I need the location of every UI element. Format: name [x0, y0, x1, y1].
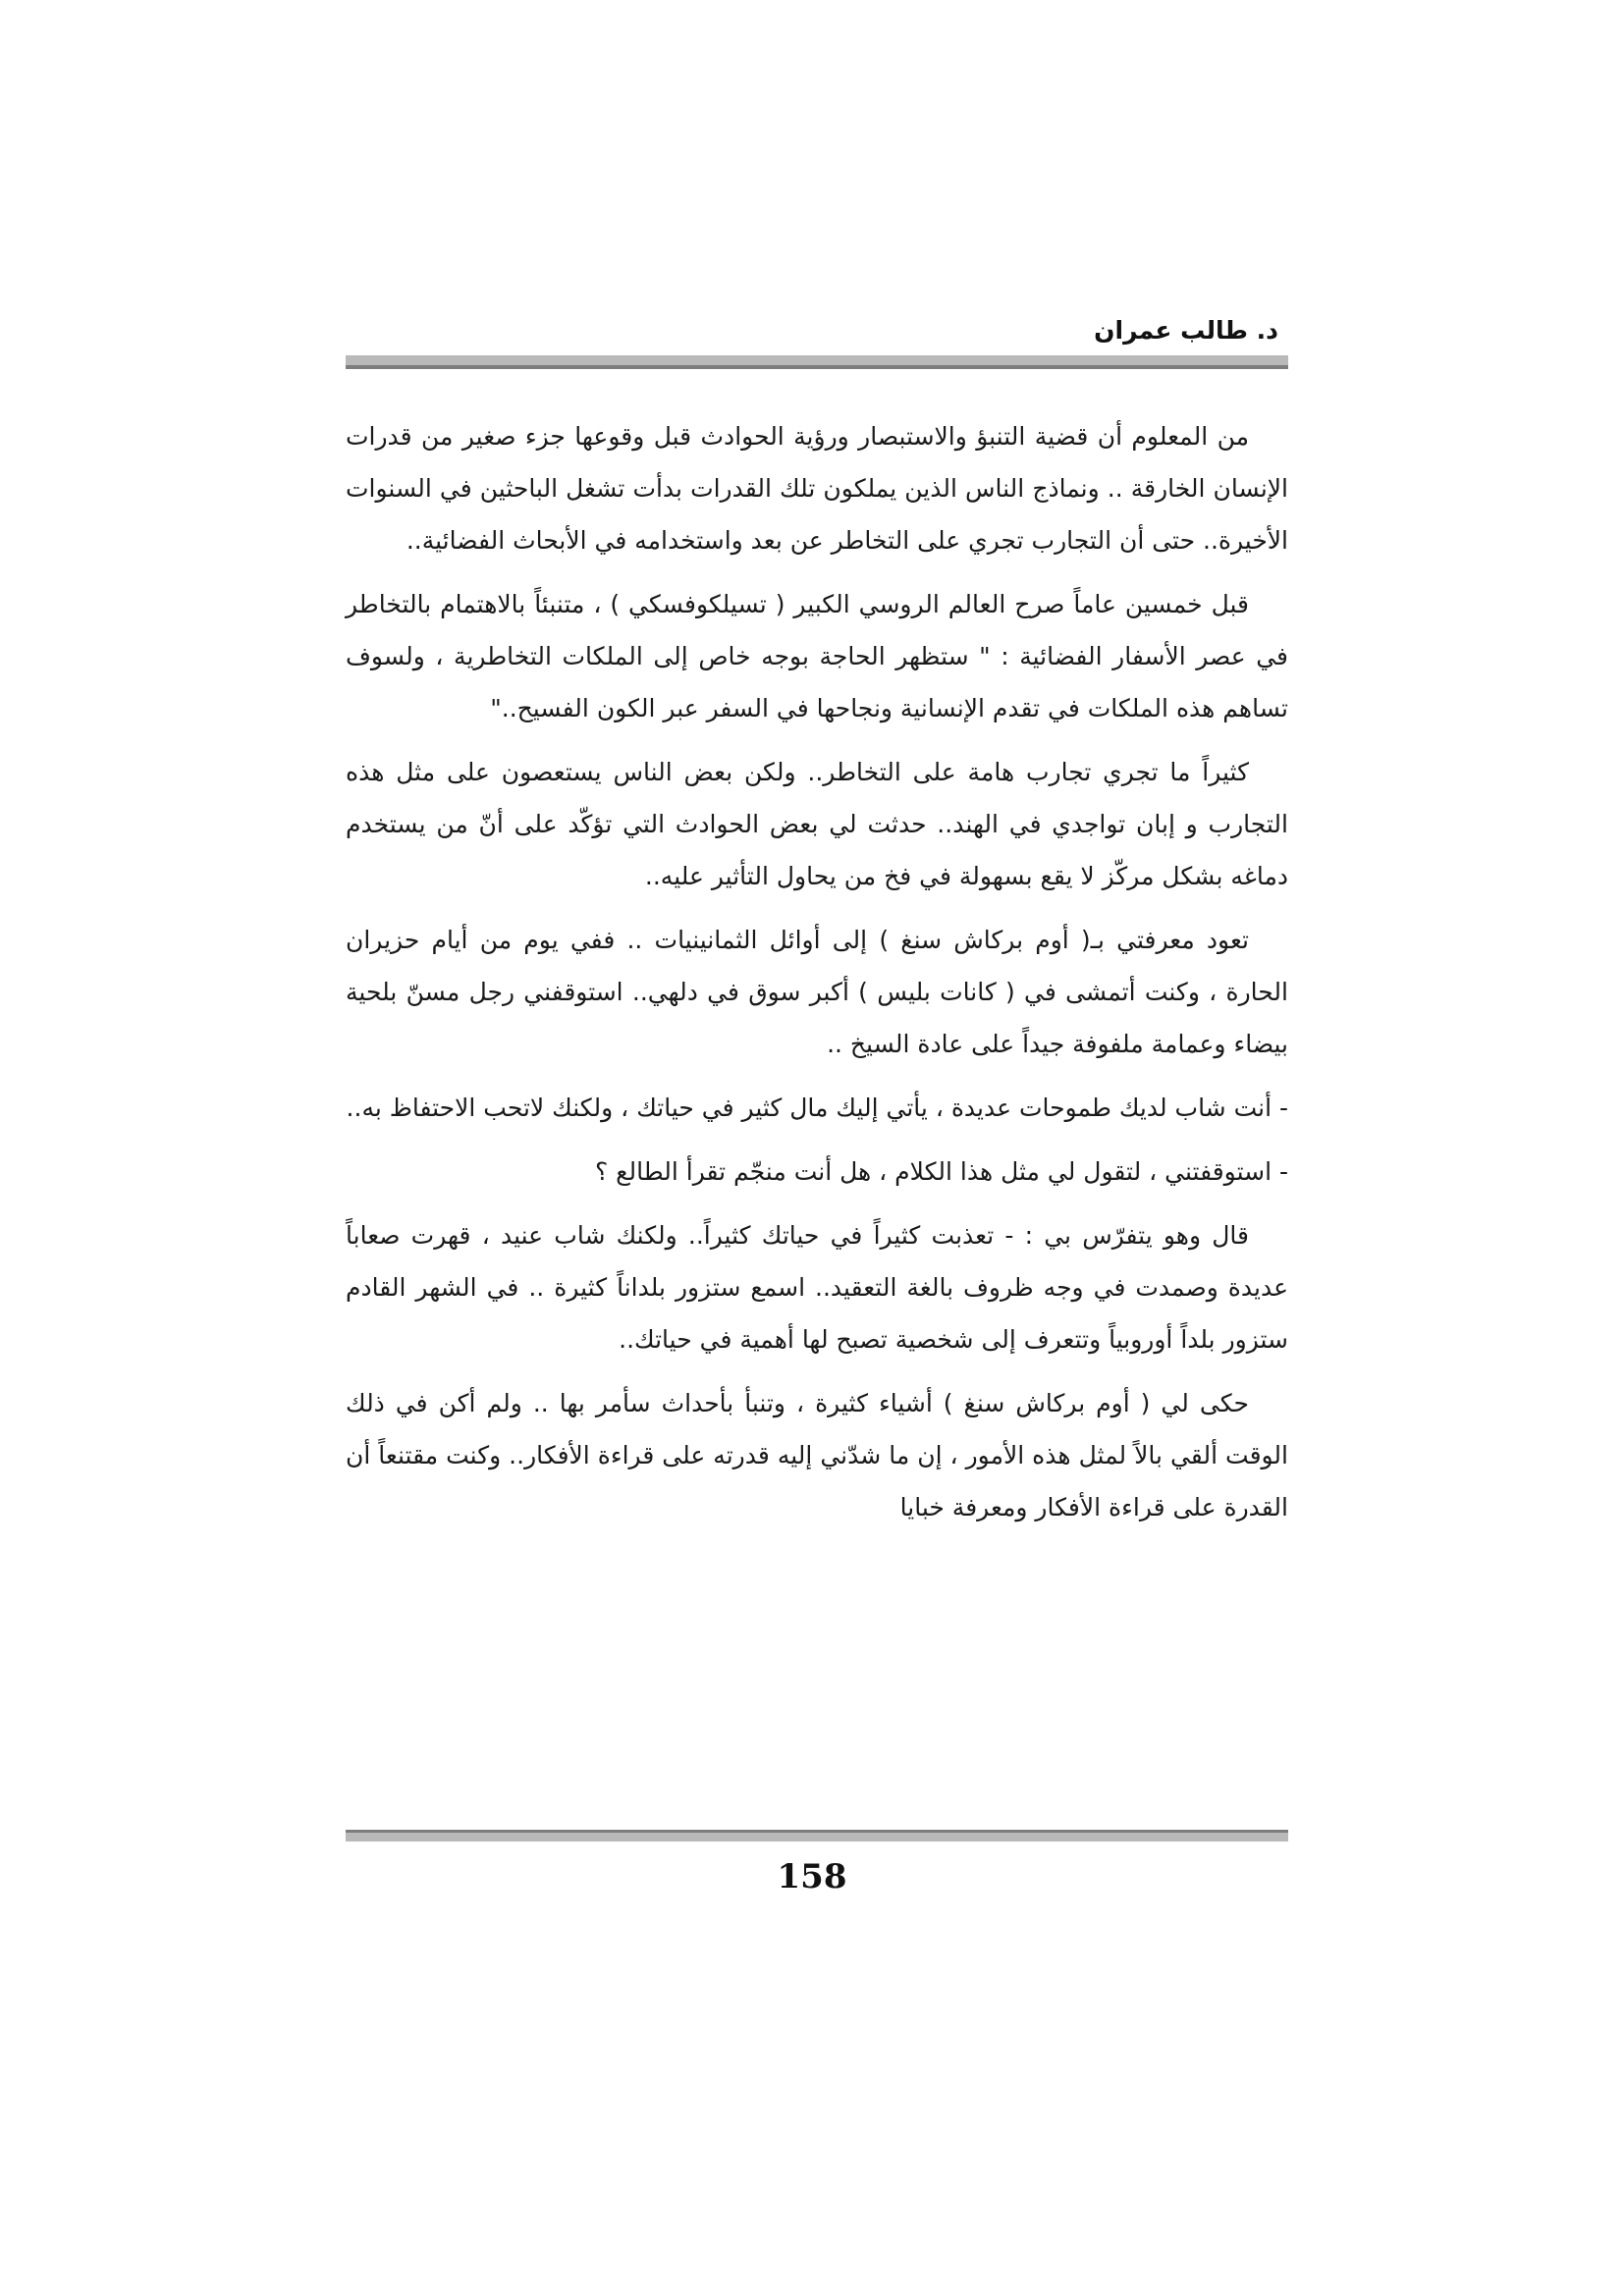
paragraph: تعود معرفتي بـ( أوم بركاش سنغ ) إلى أوائل الثمانينيات .. ففي يوم من أيام حزيران الحارة ، وكنت أتمشى في ( كانات بليس ) أكبر سوق في دلهي.. استوقفني رجل مسنّ بلحية بيضاء وعمامة ملفوفة جيداً على عادة السيخ ..: [346, 926, 1288, 1058]
paragraph: قال وهو يتفرّس بي : - تعذبت كثيراً في حياتك كثيراً.. ولكنك شاب عنيد ، قهرت صعاباً عديدة وصمدت في وجه ظروف بالغة التعقيد.. اسمع ستزور بلداناً كثيرة .. في الشهر القادم ستزور بلداً أوروبياً وتتعرف إلى شخصية تصبح لها أهمية في حياتك..: [346, 1221, 1288, 1354]
dialogue-line: - استوقفتني ، لتقول لي مثل هذا الكلام ، هل أنت منجّم تقرأ الطالع ؟: [594, 1157, 1288, 1186]
page-number: 158: [777, 1857, 847, 1896]
body-text: [346, 410, 1288, 1545]
paragraph: حكى لي ( أوم بركاش سنغ ) أشياء كثيرة ، وتنبأ بأحداث سأمر بها .. ولم أكن في ذلك الوقت ألقي بالاً لمثل هذه الأمور ، إن ما شدّني إليه قدرته على قراءة الأفكار.. وكنت مقتنعاً أن القدرة على قراءة الأفكار ومعرفة خبايا: [346, 1389, 1288, 1522]
paragraph: من المعلوم أن قضية التنبؤ والاستبصار ورؤية الحوادث قبل وقوعها جزء صغير من قدرات الإنسان الخارقة .. ونماذج الناس الذين يملكون تلك القدرات بدأت تشغل الباحثين في السنوات الأخيرة.. حتى أن التجارب تجري على التخاطر عن بعد واستخدامه في الأبحاث الفضائية..: [346, 422, 1288, 555]
footer-rule: [346, 1830, 1288, 1842]
dialogue-line: - أنت شاب لديك طموحات عديدة ، يأتي إليك مال كثير في حياتك ، ولكنك لاتحب الاحتفاظ به..: [346, 1094, 1288, 1122]
paragraph: قبل خمسين عاماً صرح العالم الروسي الكبير ( تسيلكوفسكي ) ، متنبئاً بالاهتمام بالتخاطر في عصر الأسفار الفضائية : " ستظهر الحاجة بوجه خاص إلى الملكات التخاطرية ، ولسوف تساهم هذه الملكات في تقدم الإنسانية ونجاحها في السفر عبر الكون الفسيح..": [346, 590, 1288, 722]
header-rule: [346, 355, 1288, 369]
paragraph: كثيراً ما تجري تجارب هامة على التخاطر.. ولكن بعض الناس يستعصون على مثل هذه التجارب و إبان تواجدي في الهند.. حدثت لي بعض الحوادث التي تؤكّد على أنّ من يستخدم دماغه بشكل مركّز لا يقع بسهولة في فخ من يحاول التأثير عليه..: [346, 758, 1288, 890]
running-header-author: د. طالب عمران: [1094, 316, 1278, 345]
